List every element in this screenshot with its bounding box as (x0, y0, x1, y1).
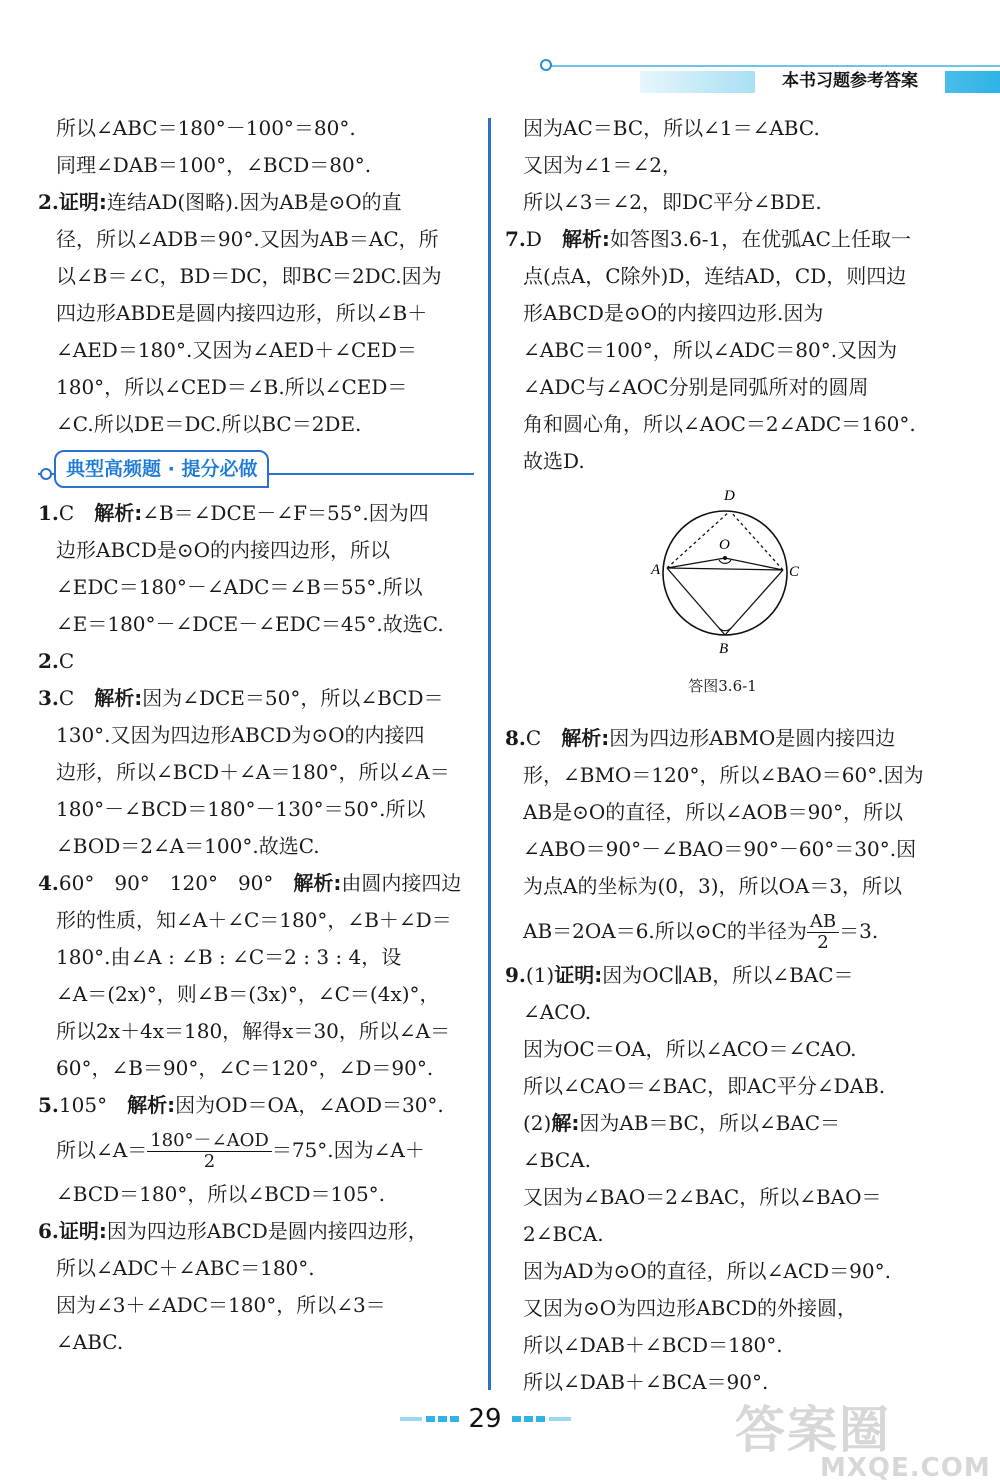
answer-prev-2 (38, 184, 474, 443)
analysis-label: 解析: (561, 227, 610, 251)
answer-6 (38, 1213, 474, 1361)
answer-2 (38, 643, 474, 680)
question-number: 2. (38, 190, 59, 214)
solution-label: 解: (551, 1111, 580, 1135)
text-line: ∠E＝180°－∠DCE－∠EDC＝45°.故选C. (56, 612, 444, 636)
fraction (807, 912, 839, 953)
text-line: 四边形ABDE是圆内接四边形，所以∠B＋ (56, 301, 428, 325)
text-line: ∠ABO＝90°－∠BAO＝90°－60°＝30°.因 (523, 837, 917, 861)
question-number: 6. (38, 1219, 59, 1243)
text-line: 所以∠ABC＝180°－100°＝80°. (56, 116, 356, 140)
analysis-label: 解析: (293, 871, 342, 895)
text-line: ∠A＝(2x)°，则∠B＝(3x)°，∠C＝(4x)°， (56, 982, 440, 1006)
text-line: 连结AD(图略).因为AB是⊙O的直 (106, 190, 402, 214)
figure-3-6-1 (505, 480, 940, 720)
text-line: ∠ACO. (523, 1000, 592, 1024)
analysis-label: 解析: (127, 1093, 176, 1117)
text-line: 所以∠DAB＋∠BCD＝180°. (523, 1333, 783, 1357)
text-line: ∠BCD＝180°，所以∠BCD＝105°. (56, 1182, 386, 1206)
angle-mark-o (719, 560, 731, 563)
footer-ornament-left (400, 1415, 460, 1423)
text-line: 所以∠ADC＋∠ABC＝180°. (56, 1256, 315, 1280)
text-line: 因为∠DCE＝50°，所以∠BCD＝ (142, 686, 444, 710)
text-line: 所以∠CAO＝∠BAC，即AC平分∠DAB. (523, 1074, 886, 1098)
running-header (540, 55, 1000, 103)
chord-ac (667, 568, 783, 570)
answer-5 (38, 1087, 474, 1213)
text-line: 点(点A，C除外)D，连结AD，CD，则四边 (523, 264, 907, 288)
text-line: 180°，所以∠CED＝∠B.所以∠CED＝ (56, 375, 408, 399)
answer-choice: C (58, 686, 75, 710)
part-number: (2) (523, 1111, 552, 1135)
fraction-line (505, 905, 940, 957)
question-number: 1. (38, 501, 59, 525)
fraction (147, 1131, 272, 1172)
section-dot (40, 468, 52, 480)
header-title: 本书习题参考答案 (755, 67, 945, 95)
text-line: 因为四边形ABCD是圆内接四边形， (106, 1219, 428, 1243)
text-line: ∠B＝∠DCE－∠F＝55°.因为四 (142, 501, 429, 525)
question-number: 7. (505, 227, 526, 251)
text-line: ∠ABC. (56, 1330, 124, 1354)
answer-values: 60° 90° 120° 90° (58, 871, 274, 895)
text-line: 2∠BCA. (523, 1222, 604, 1246)
text-line: 故选D. (523, 449, 585, 473)
text-line: 又因为∠1＝∠2， (523, 153, 682, 177)
text-line: 由圆内接四边 (341, 871, 462, 895)
segment-ab (667, 568, 725, 635)
text-line: ∠AED＝180°.又因为∠AED＋∠CED＝ (56, 338, 417, 362)
text-line: 形，∠BMO＝120°，所以∠BAO＝60°.因为 (523, 763, 924, 787)
text-line: 180°－∠BCD＝180°－130°＝50°.所以 (56, 797, 426, 821)
label-c: C (789, 564, 800, 580)
question-number: 4. (38, 871, 59, 895)
analysis-label: 解析: (561, 726, 610, 750)
text-line: 130°.又因为四边形ABCD为⊙O的内接四 (56, 723, 425, 747)
page-number: 29 (468, 1404, 502, 1434)
label-a: A (651, 562, 661, 578)
answer-8 (505, 720, 940, 957)
text-line: 如答图3.6-1，在优弧AC上任取一 (609, 227, 911, 251)
question-number: 3. (38, 686, 59, 710)
fraction-suffix: ＝3. (839, 919, 879, 943)
proof-label: 证明: (58, 190, 107, 214)
text-line: 以∠B＝∠C，BD＝DC，即BC＝2DC.因为 (56, 264, 442, 288)
label-d: D (724, 488, 735, 504)
text-line: 形ABCD是⊙O的内接四边形.因为 (523, 301, 824, 325)
watermark (735, 1401, 991, 1483)
watermark-url: MXQE.COM (820, 1453, 991, 1483)
text-line: 同理∠DAB＝100°，∠BCD＝80°. (56, 153, 372, 177)
text-line: ∠EDC＝180°－∠ADC＝∠B＝55°.所以 (56, 575, 423, 599)
fraction-prefix: 所以∠A＝ (56, 1138, 148, 1162)
answer-1 (38, 495, 474, 643)
text-line: 因为AC＝BC，所以∠1＝∠ABC. (523, 116, 820, 140)
answer-value: 105° (58, 1093, 108, 1117)
question-number: 9. (505, 963, 526, 987)
text-line: 因为OC∥AB，所以∠BAC＝ (602, 963, 854, 987)
answer-choice: D (525, 227, 542, 251)
text-line: 边形ABCD是⊙O的内接四边形，所以 (56, 538, 391, 562)
text-line: ∠ADC与∠AOC分别是同弧所对的圆周 (523, 375, 869, 399)
fraction-numerator: 180°－∠AOD (147, 1131, 272, 1152)
text-line: ∠BCA. (523, 1148, 591, 1172)
answer-4 (38, 865, 474, 1087)
text-line: 180°.由∠A : ∠B : ∠C＝2 : 3 : 4，设 (56, 945, 402, 969)
text-line: 为点A的坐标为(0，3)，所以OA＝3，所以 (523, 874, 903, 898)
text-line: ∠C.所以DE＝DC.所以BC＝2DE. (56, 412, 362, 436)
watermark-text: 答案圈 (735, 1401, 891, 1459)
label-b: B (719, 641, 729, 657)
fraction-denominator: 2 (203, 1151, 216, 1172)
question-number: 8. (505, 726, 526, 750)
label-o: O (719, 537, 730, 553)
text-line: 所以∠DAB＋∠BCA＝90°. (523, 1370, 769, 1394)
answer-3 (38, 680, 474, 865)
circle-diagram (645, 488, 805, 658)
analysis-label: 解析: (94, 501, 143, 525)
proof-label: 证明: (554, 963, 603, 987)
text-line: ∠ABC＝100°，所以∠ADC＝80°.又因为 (523, 338, 898, 362)
text-line: 60°，∠B＝90°，∠C＝120°，∠D＝90°. (56, 1056, 434, 1080)
text-line: 形的性质，知∠A＋∠C＝180°，∠B＋∠D＝ (56, 908, 452, 932)
column-divider (488, 118, 491, 1390)
footer-ornament-right (512, 1415, 572, 1423)
fraction-numerator: AB (807, 912, 839, 933)
text-line: 边形，所以∠BCD＋∠A＝180°，所以∠A＝ (56, 760, 450, 784)
text-line: 因为AD为⊙O的直径，所以∠ACD＝90°. (523, 1259, 891, 1283)
text-line: AB是⊙O的直径，所以∠AOB＝90°，所以 (523, 800, 904, 824)
text-line: 因为OD＝OA，∠AOD＝30°. (175, 1093, 444, 1117)
text-line: 又因为⊙O为四边形ABCD的外接圆， (523, 1296, 858, 1320)
question-number: 2. (38, 649, 59, 673)
text-line: ∠BOD＝2∠A＝100°.故选C. (56, 834, 320, 858)
text-line: 角和圆心角，所以∠AOC＝2∠ADC＝160°. (523, 412, 916, 436)
circle-o (663, 511, 787, 635)
text-line: 所以2x＋4x＝180，解得x＝30，所以∠A＝ (56, 1019, 451, 1043)
text-line: 又因为∠BAO＝2∠BAC，所以∠BAO＝ (523, 1185, 882, 1209)
fraction-denominator: 2 (817, 932, 829, 953)
figure-caption: 答图3.6-1 (688, 677, 757, 695)
answer-choice: C (58, 501, 75, 525)
question-number: 5. (38, 1093, 59, 1117)
text-line: 因为AB＝BC，所以∠BAC＝ (579, 1111, 841, 1135)
analysis-label: 解析: (94, 686, 143, 710)
fraction-suffix: ＝75°.因为∠A＋ (271, 1138, 425, 1162)
answer-choice: C (525, 726, 542, 750)
fraction-prefix: AB＝2OA＝6.所以⊙C的半径为 (523, 919, 807, 943)
text-line: 所以∠3＝∠2，即DC平分∠BDE. (523, 190, 822, 214)
answer-7 (505, 221, 940, 480)
text-line: 因为∠3＋∠ADC＝180°，所以∠3＝ (56, 1293, 386, 1317)
answer-choice: C (58, 649, 75, 673)
section-title: 典型高频题 · 提分必做 (54, 450, 269, 488)
fraction-line (38, 1124, 474, 1176)
part-number: (1) (525, 963, 555, 987)
text-line: 因为四边形ABMO是圆内接四边 (609, 726, 896, 750)
segment-cb (725, 570, 783, 635)
section-header (38, 447, 474, 491)
header-dot (540, 59, 552, 71)
proof-label: 证明: (58, 1219, 107, 1243)
answer-9 (505, 957, 940, 1401)
text-line: 径，所以∠ADB＝90°.又因为AB＝AC，所 (56, 227, 439, 251)
center-point (723, 556, 727, 560)
left-column (38, 110, 474, 1361)
text-line: 因为OC＝OA，所以∠ACO＝∠CAO. (523, 1037, 857, 1061)
right-column (505, 110, 940, 1401)
